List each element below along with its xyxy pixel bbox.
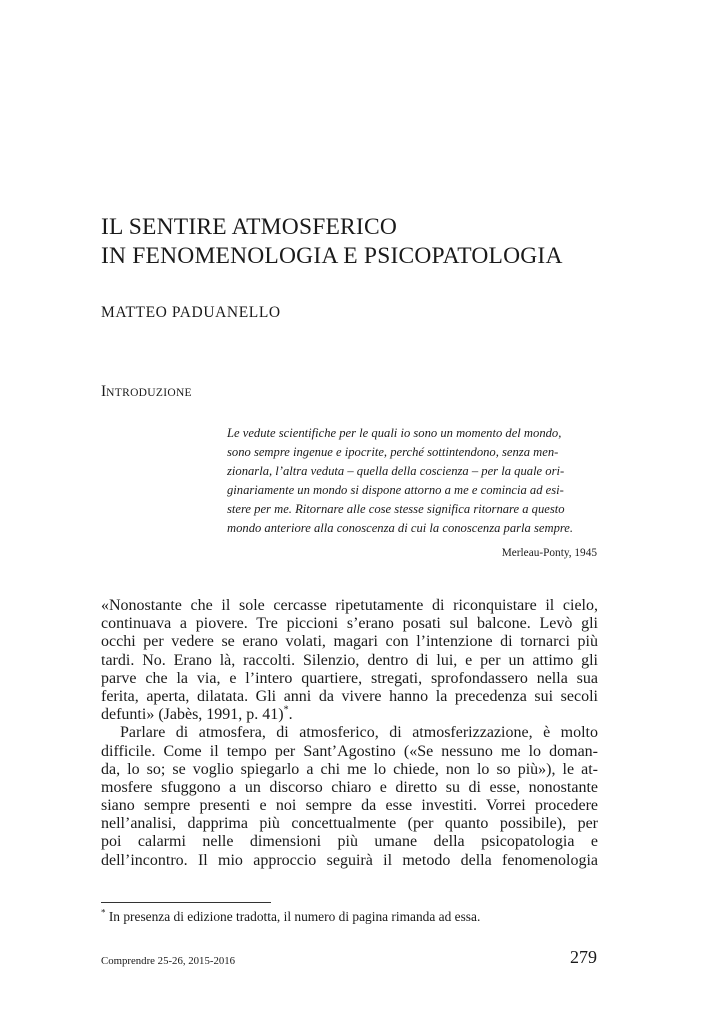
author-name: MATTEO PADUANELLO (101, 304, 281, 321)
footnote-text: In presenza di edizione tradotta, il numero di pagina rimanda ad essa. (105, 909, 481, 924)
body-line: parve che la via, e l’intero quartiere, stregati, sprofondassero nella sua (101, 669, 598, 687)
body-line: occhi per vedere se erano volati, magari con l’intenzione di tornarci più (101, 633, 598, 651)
footnote (101, 909, 480, 925)
body-line: mosfere sfuggono a un discorso chiaro e diretto su di esse, nonostante (101, 778, 598, 796)
footnote-divider (101, 902, 271, 903)
body-line-last (101, 706, 598, 724)
section-rest: NTRODUZIONE (106, 387, 192, 399)
body-line: continuava a piovere. Tre piccioni s’erano posati sul balcone. Levò gli (101, 615, 598, 633)
title-line-1: IL SENTIRE ATMOSFERICO (101, 214, 397, 240)
body-line: siano sempre presenti e noi sempre da esse investiti. Vorrei procedere (101, 797, 598, 815)
body-line: dell’incontro. Il mio approccio seguirà il metodo della fenomenologia (101, 851, 598, 869)
body-line: «Nonostante che il sole cercasse ripetutamente di riconquistare il cielo, (101, 597, 598, 614)
page-number: 279 (570, 947, 597, 967)
body-text (101, 597, 598, 870)
body-line-period: . (288, 706, 293, 724)
body-line: ferita, aperta, dilatata. Gli anni da vivere hanno la precedenza sui secoli (101, 687, 598, 705)
footnote-reference[interactable]: * (283, 704, 289, 716)
article-title (101, 213, 621, 271)
footnote-marker: * (101, 907, 106, 918)
epigraph-line: ginariamente un mondo si dispone attorno a me e comincia ad esi- (227, 483, 564, 497)
epigraph-line: sono sempre ingenue e ipocrite, perché sottintendono, senza men- (227, 445, 559, 459)
section-initial: I (101, 383, 107, 400)
epigraph (227, 424, 597, 538)
epigraph-line: stere per me. Ritornare alle cose stesse significa ritornare a questo (227, 502, 565, 516)
epigraph-line: mondo anteriore alla conoscenza di cui la conoscenza parla sempre. (227, 521, 574, 535)
body-line: Parlare di atmosfera, di atmosferico, di atmosferizzazione, è molto (120, 724, 598, 742)
body-line-text: defunti» (Jabès, 1991, p. 41) (101, 706, 284, 724)
body-line: poi calarmi nelle dimensioni più umane della psicopatologia e (101, 833, 598, 851)
body-line: difficile. Come il tempo per Sant’Agostino («Se nessuno me lo doman- (101, 742, 598, 760)
title-line-2: IN FENOMENOLOGIA E PSICOPATOLOGIA (101, 243, 563, 269)
section-heading (101, 383, 192, 401)
epigraph-source: Merleau-Ponty, 1945 (501, 547, 597, 559)
body-line: nell’analisi, dapprima più concettualmente (per quanto possibile), per (101, 815, 598, 833)
body-line: da, lo so; se voglio spiegarlo a chi me lo chiede, non lo so più»), le at- (101, 760, 598, 778)
body-line: tardi. No. Erano là, raccolti. Silenzio, dentro di lui, e per un attimo gli (101, 651, 598, 669)
epigraph-line: Le vedute scientifiche per le quali io sono un momento del mondo, (227, 426, 562, 440)
journal-citation: Comprendre 25-26, 2015-2016 (101, 955, 236, 967)
epigraph-line: zionarla, l’altra veduta – quella della coscienza – per la quale ori- (227, 464, 565, 478)
